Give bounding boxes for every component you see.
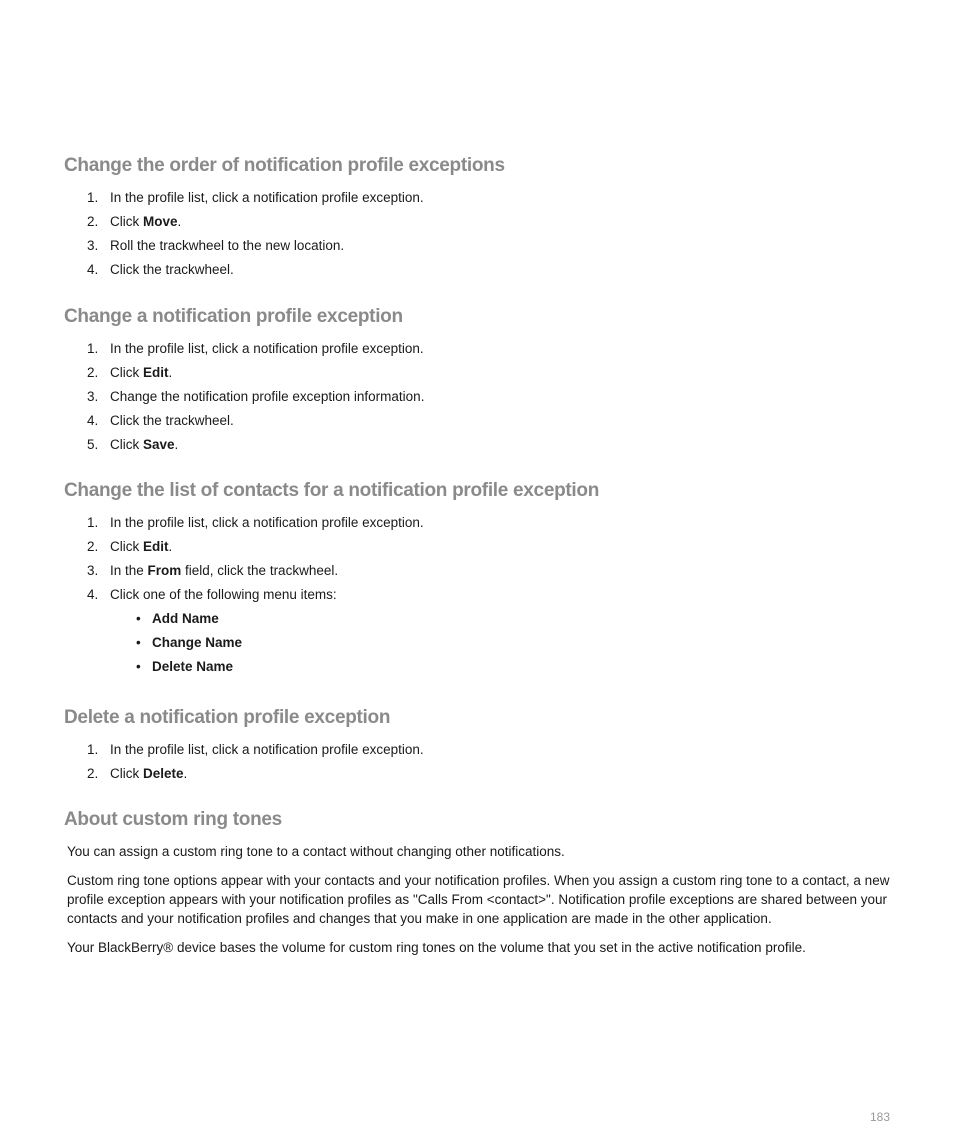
step-item: 1. In the profile list, click a notification profile exception.	[87, 515, 424, 530]
steps-list	[64, 186, 904, 282]
menu-item-name: Edit	[143, 365, 169, 380]
page-number: 183	[869, 1110, 890, 1124]
section-heading: About custom ring tones	[64, 809, 282, 830]
section-heading: Change the order of notification profile exceptions	[64, 155, 505, 176]
steps-list	[64, 738, 904, 786]
bullet-item: • Add Name	[64, 607, 904, 631]
bullet-item: • Delete Name	[64, 655, 904, 679]
section-heading: Change a notification profile exception	[64, 306, 403, 327]
paragraph: Your BlackBerry® device bases the volume for custom ring tones on the volume that you set in the active notification profile.	[67, 940, 806, 955]
step-item: 1. In the profile list, click a notification profile exception.	[87, 341, 424, 356]
steps-list	[64, 337, 904, 457]
step-item: 3. Change the notification profile exception information.	[87, 389, 425, 404]
step-item: 3. Roll the trackwheel to the new location.	[87, 238, 345, 253]
paragraph: You can assign a custom ring tone to a contact without changing other notifications.	[67, 844, 565, 859]
section-change-exception	[64, 306, 904, 457]
step-item: 2. Click Edit.	[87, 365, 173, 380]
section-heading: Change the list of contacts for a notification profile exception	[64, 480, 600, 501]
bullet-icon: •	[136, 635, 141, 650]
menu-item-name: Save	[143, 437, 175, 452]
step-item: 4. Click one of the following menu items:	[87, 587, 337, 602]
section-delete-exception	[64, 707, 904, 786]
bullet-icon: •	[136, 659, 141, 674]
section-change-contacts	[64, 480, 904, 679]
step-item: 4. Click the trackwheel.	[87, 262, 234, 277]
paragraph: Custom ring tone options appear with your contacts and your notification profiles. When you assign a custom ring tone to a contact, a new profile exception appears with your notification profiles as "Calls From <contact>". Notification profile exceptions are shared between your contacts and your notification profiles and changes that you make in one application are made in the other application.	[67, 873, 890, 926]
step-item: 2. Click Move.	[87, 214, 182, 229]
menu-item-name: Move	[143, 214, 178, 229]
step-item: 2. Click Edit.	[87, 539, 173, 554]
bullet-icon: •	[136, 611, 141, 626]
menu-items-list	[64, 607, 904, 679]
step-item: 1. In the profile list, click a notification profile exception.	[87, 190, 424, 205]
step-item: 5. Click Save.	[87, 437, 179, 452]
step-item: 3. In the From field, click the trackwheel.	[87, 563, 339, 578]
step-item: 2. Click Delete.	[87, 766, 188, 781]
section-change-order	[64, 155, 904, 282]
steps-list	[64, 511, 904, 607]
section-heading: Delete a notification profile exception	[64, 707, 391, 728]
bullet-item: • Change Name	[64, 631, 904, 655]
menu-item-name: Delete	[143, 766, 184, 781]
field-name: From	[147, 563, 182, 578]
section-about-ring-tones	[64, 809, 904, 831]
step-item: 1. In the profile list, click a notification profile exception.	[87, 742, 424, 757]
step-item: 4. Click the trackwheel.	[87, 413, 234, 428]
menu-item-name: Edit	[143, 539, 169, 554]
